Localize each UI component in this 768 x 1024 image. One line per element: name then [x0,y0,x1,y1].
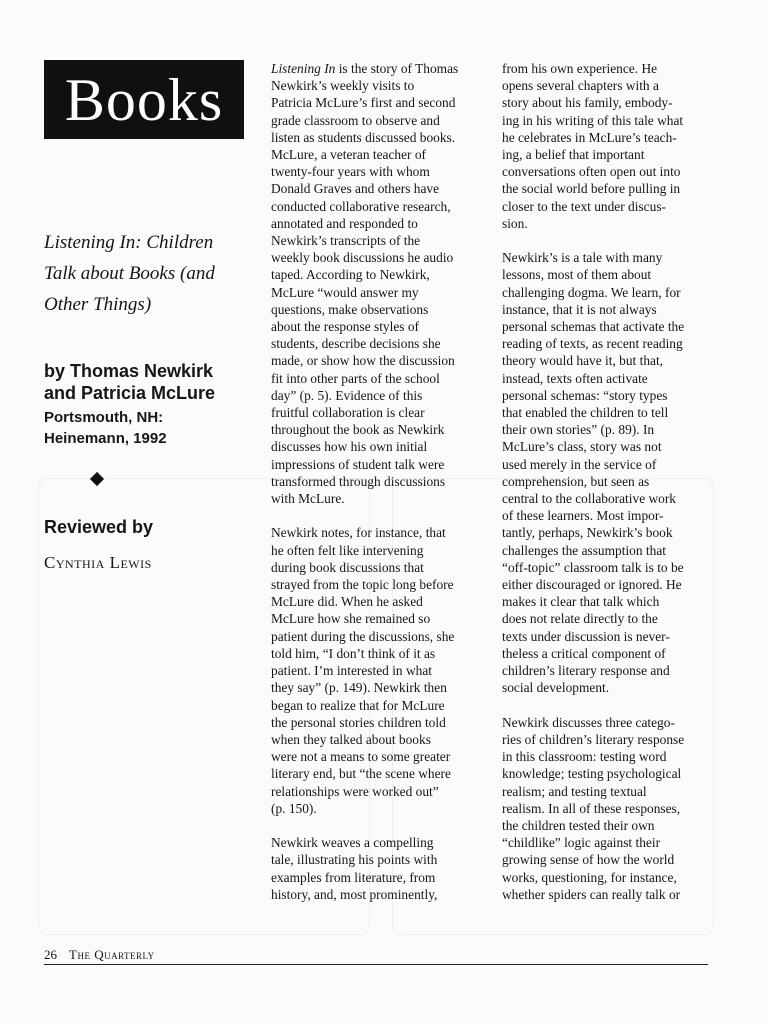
body-text-line: of these learners. Most impor- [502,508,664,524]
author-line: by Thomas Newkirk [44,361,214,381]
page-footer [44,947,708,963]
body-text-line: when they talked about books [271,731,431,747]
body-text-line: “off-topic” classroom talk is to be [502,559,684,575]
author-line: and Patricia McLure [44,383,216,403]
body-text-line: central to the collaborative work [502,491,677,507]
body-text-line: conversations often open out into [502,164,681,180]
paragraph-gap [271,817,501,834]
body-text-line: grade classroom to observe and [271,112,440,128]
body-text-line: were not a means to some greater [271,749,451,765]
book-title-line: Talk about Books (and [44,263,215,284]
body-text-line: weekly book discussions he audio [271,250,454,266]
body-text-line: Donald Graves and others have [271,181,440,197]
body-paragraph [271,524,501,816]
book-title [44,227,259,320]
body-text-line: patient during the discussions, she [271,628,455,644]
body-paragraph [271,834,501,903]
body-text-line: story about his family, embody- [502,95,673,111]
body-text-line: strayed from the topic long before [271,577,454,593]
body-text-line: makes it clear that talk which [502,594,660,610]
body-text-line: either discouraged or ignored. He [502,577,682,593]
body-text-line: comprehension, but seen as [502,473,650,489]
body-text-line: Newkirk notes, for instance, that [271,525,446,541]
body-text-line: history, and, most prominently, [271,886,438,902]
body-text-line: McLure, a veteran teacher of [271,147,427,163]
body-text-line: literary end, but “the scene where [271,766,451,782]
body-text-line: twenty-four years with whom [271,164,430,180]
body-text-line: fit into other parts of the school [271,370,440,386]
body-text-line: ing, a belief that important [502,147,645,163]
publisher-line: Heinemann, 1992 [44,430,167,447]
body-text-line: impressions of student talk were [271,456,445,472]
body-text-line: ing in his writing of this tale what [502,112,684,128]
body-text-line: theory would have it, but that, [502,353,664,369]
body-text-line: Newkirk’s is a tale with many [502,250,663,266]
body-text-line: annotated and responded to [271,215,418,231]
body-text-line: growing sense of how the world [502,852,675,868]
body-text-line: children’s literary response and [502,663,670,679]
body-text-line: used merely in the service of [502,456,657,472]
body-text-line: questions, make observations [271,301,429,317]
body-text-line: the personal stories children told [271,714,446,730]
body-text-line: McLure’s class, story was not [502,439,662,455]
body-text-line: in this classroom: testing word [502,749,667,765]
body-text-line: lessons, most of them about [502,267,652,283]
body-text-line: instead, texts often activate [502,370,648,386]
body-text-line: theless a critical component of [502,645,666,661]
body-text-line: he celebrates in McLure’s teach- [502,129,677,145]
body-text-line: made, or show how the discussion [271,353,455,369]
body-column-right [502,60,710,903]
body-text-line: knowledge; testing psychological [502,766,682,782]
body-text-line: does not relate directly to the [502,611,658,627]
body-text-line: transformed through discussions [271,473,446,489]
body-text-line: Newkirk discusses three catego- [502,714,675,730]
book-authors [44,360,259,404]
book-publisher [44,407,259,449]
body-text-line: challenges the assumption that [502,542,666,558]
body-text-line: throughout the book as Newkirk [271,422,445,438]
reviewed-by-label: Reviewed by [44,517,154,537]
paragraph-gap [502,697,710,714]
body-text-line: examples from literature, from [271,869,436,885]
body-text-line: that enabled the children to tell [502,405,669,421]
book-title-inline: Listening In [271,61,336,76]
body-paragraph [502,714,710,903]
body-paragraph [502,249,710,696]
body-text-line: McLure “would answer my [271,284,419,300]
body-text-line: personal schemas that activate the [502,319,685,335]
body-text-line: instance, that it is not always [502,301,657,317]
body-text-line: from his own experience. He [502,61,658,76]
body-text-line: conducted collaborative research, [271,198,451,214]
body-text-line: “childlike” logic against their [502,835,661,851]
section-heading-books [44,60,244,139]
body-text-line: day” (p. 5). Evidence of this [271,387,423,403]
body-text-line: opens several chapters with a [502,78,659,94]
body-text-line: Newkirk’s weekly visits to [271,78,415,94]
body-text-line: ries of children’s literary response [502,731,685,747]
body-text-line: the children tested their own [502,817,655,833]
body-text-line: fruitful collaboration is clear [271,405,425,421]
reviewer-name: Cynthia Lewis [44,553,152,572]
body-text-line: taped. According to Newkirk, [271,267,430,283]
body-text-line: Newkirk’s transcripts of the [271,233,421,249]
body-paragraph [502,60,710,232]
body-text-line: he often felt like intervening [271,542,424,558]
body-text-line: (p. 150). [271,800,317,816]
body-text-line: closer to the text under discus- [502,198,666,214]
publisher-line: Portsmouth, NH: [44,409,164,426]
magazine-name: The Quarterly [69,947,155,962]
body-text-line: Patricia McLure’s first and second [271,95,456,111]
book-title-line: Other Things) [44,294,152,315]
body-text-line: realism; and testing textual [502,783,647,799]
body-text-line: with McLure. [271,491,345,507]
body-text-line: sion. [502,215,528,231]
body-text-line: realism. In all of these responses, [502,800,681,816]
body-text-line: tale, illustrating his points with [271,852,438,868]
body-text-line: relationships were worked out” [271,783,439,799]
page-number: 26 [44,947,57,962]
body-text-line: the social world before pulling in [502,181,681,197]
body-column-middle [271,60,501,903]
body-text-line: they say” (p. 149). Newkirk then [271,680,447,696]
body-text-run: is the story of Thomas [335,61,459,76]
body-text-line: reading of texts, as recent reading [502,336,683,352]
body-text-line: personal schemas: “story types [502,387,668,403]
body-text-line: discusses how his own initial [271,439,428,455]
body-text-line: students, describe decisions she [271,336,441,352]
body-text-line: works, questioning, for instance, [502,869,677,885]
body-text-line: texts under discussion is never- [502,628,670,644]
body-text-line [271,60,501,77]
body-text-line: their own stories” (p. 89). In [502,422,655,438]
footer-rule [44,964,708,965]
body-text-line: challenging dogma. We learn, for [502,284,681,300]
body-text-line: social development. [502,680,610,696]
body-text-line: listen as students discussed books. [271,129,456,145]
book-title-line: Listening In: Children [44,232,214,253]
paragraph-gap [502,232,710,249]
body-text-line: began to realize that for McLure [271,697,445,713]
body-text-line: Newkirk weaves a compelling [271,835,434,851]
body-text-line: tantly, perhaps, Newkirk’s book [502,525,673,541]
body-text-line: McLure how she remained so [271,611,431,627]
body-text-line: about the response styles of [271,319,420,335]
body-text-line: whether spiders can really talk or [502,886,681,902]
body-text-line: McLure did. When he asked [271,594,423,610]
body-text-line: patient. I’m interested in what [271,663,433,679]
body-text-line: during book discussions that [271,559,424,575]
paragraph-gap [271,507,501,524]
body-text-line: told him, “I don’t think of it as [271,645,436,661]
body-paragraph [271,60,501,507]
section-heading-label: Books [64,66,224,133]
